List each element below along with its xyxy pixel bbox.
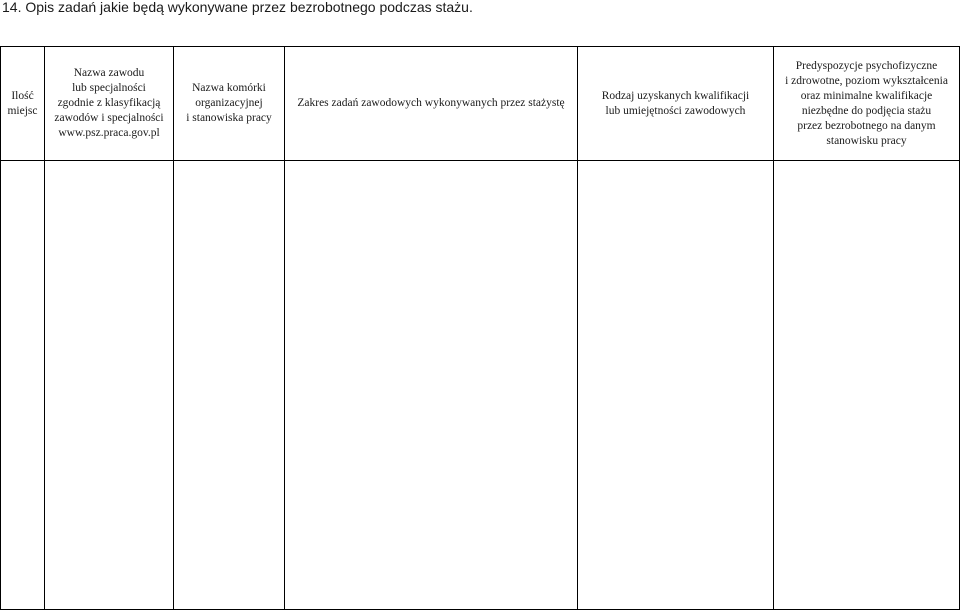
header-places-count: Ilość miejsc (1, 47, 45, 161)
section-heading: 14. Opis zadań jakie będą wykonywane przez bezrobotnego podczas stażu. (2, 0, 473, 15)
table-row (1, 161, 960, 610)
cell-places-count[interactable] (1, 161, 45, 610)
cell-predispositions[interactable] (774, 161, 960, 610)
cell-unit-and-position[interactable] (174, 161, 285, 610)
header-task-scope: Zakres zadań zawodowych wykonywanych przez stażystę (285, 47, 578, 161)
header-predispositions: Predyspozycje psychofizyczne i zdrowotne, poziom wykształcenia oraz minimalne kwalifikacje niezbędne do podjęcia stażu przez bezrobotnego na danym stanowisku pracy (774, 47, 960, 161)
header-occupation-name: Nazwa zawodu lub specjalności zgodnie z klasyfikacją zawodów i specjalności www.psz.praca.gov.pl (45, 47, 174, 161)
header-unit-and-position: Nazwa komórki organizacyjnej i stanowiska pracy (174, 47, 285, 161)
cell-qualifications-type[interactable] (578, 161, 774, 610)
table-header-row (1, 47, 960, 161)
cell-occupation-name[interactable] (45, 161, 174, 610)
internship-tasks-table (0, 46, 960, 610)
cell-task-scope[interactable] (285, 161, 578, 610)
header-qualifications-type: Rodzaj uzyskanych kwalifikacji lub umiejętności zawodowych (578, 47, 774, 161)
